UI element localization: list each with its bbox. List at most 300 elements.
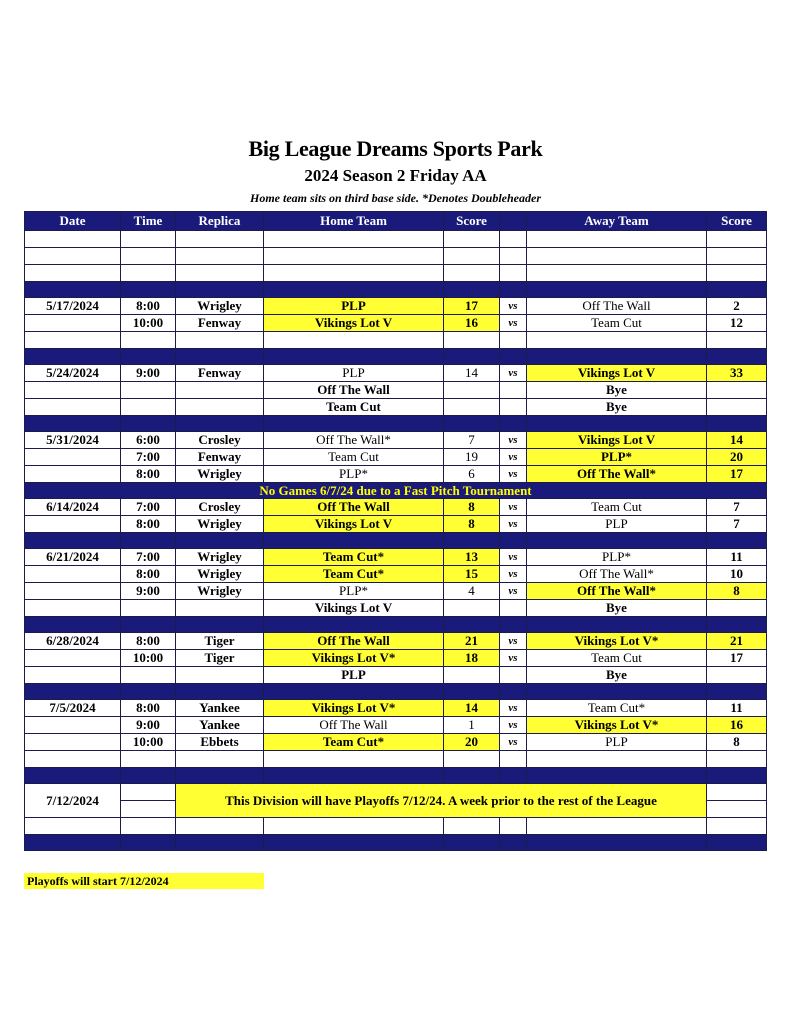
blank-cell xyxy=(25,751,121,768)
home-score xyxy=(444,600,500,617)
col-header-time: Time xyxy=(121,212,176,231)
home-team: Off The Wall xyxy=(264,382,444,399)
home-score: 20 xyxy=(444,734,500,751)
game-time: 9:00 xyxy=(121,365,176,382)
home-score: 1 xyxy=(444,717,500,734)
blank-cell xyxy=(707,332,767,349)
away-score: 10 xyxy=(707,566,767,583)
home-team: Off The Wall* xyxy=(264,432,444,449)
home-score: 15 xyxy=(444,566,500,583)
away-team: PLP* xyxy=(527,549,707,566)
vs-label: vs xyxy=(500,432,527,449)
blank-cell xyxy=(121,818,176,835)
home-team: Vikings Lot V* xyxy=(264,650,444,667)
home-score: 14 xyxy=(444,700,500,717)
col-header-vs xyxy=(500,212,527,231)
game-row xyxy=(25,700,767,717)
col-header-home-team: Home Team xyxy=(264,212,444,231)
blank-cell xyxy=(707,265,767,282)
game-row xyxy=(25,382,767,399)
away-team: Vikings Lot V* xyxy=(527,717,707,734)
vs-label: vs xyxy=(500,583,527,600)
game-date xyxy=(25,583,121,600)
blank-cell xyxy=(444,751,500,768)
separator-cell xyxy=(176,617,264,633)
blank-cell xyxy=(176,248,264,265)
blank-row xyxy=(25,751,767,768)
blank-cell xyxy=(25,265,121,282)
vs-label: vs xyxy=(500,298,527,315)
game-date xyxy=(25,466,121,483)
separator-cell xyxy=(527,282,707,298)
blank-cell xyxy=(121,332,176,349)
away-team: PLP* xyxy=(527,449,707,466)
blank-cell xyxy=(121,248,176,265)
away-team: Bye xyxy=(527,399,707,416)
home-team: PLP xyxy=(264,667,444,684)
game-time: 8:00 xyxy=(121,700,176,717)
blank-cell xyxy=(264,751,444,768)
separator-cell xyxy=(527,684,707,700)
separator-cell xyxy=(264,349,444,365)
vs-label: vs xyxy=(500,365,527,382)
notice-row xyxy=(25,483,767,499)
game-time: 7:00 xyxy=(121,499,176,516)
separator-cell xyxy=(121,349,176,365)
game-date: 5/24/2024 xyxy=(25,365,121,382)
separator-cell xyxy=(500,349,527,365)
game-replica xyxy=(176,600,264,617)
separator-cell xyxy=(527,533,707,549)
blank-cell xyxy=(121,265,176,282)
blank-cell xyxy=(500,231,527,248)
blank-cell xyxy=(500,751,527,768)
game-date: 5/17/2024 xyxy=(25,298,121,315)
blank-row xyxy=(25,231,767,248)
vs-label xyxy=(500,382,527,399)
away-score xyxy=(707,382,767,399)
blank-row xyxy=(25,248,767,265)
game-row xyxy=(25,466,767,483)
game-replica: Wrigley xyxy=(176,516,264,533)
playoffs-row xyxy=(25,784,767,801)
away-score xyxy=(707,600,767,617)
week-separator xyxy=(25,533,767,549)
blank-cell xyxy=(264,818,444,835)
game-date xyxy=(25,315,121,332)
game-time: 10:00 xyxy=(121,315,176,332)
blank-cell xyxy=(25,248,121,265)
home-score: 6 xyxy=(444,466,500,483)
vs-label: vs xyxy=(500,717,527,734)
week-separator xyxy=(25,835,767,851)
away-score: 7 xyxy=(707,516,767,533)
home-team: Team Cut xyxy=(264,399,444,416)
separator-cell xyxy=(707,533,767,549)
week-separator xyxy=(25,416,767,432)
away-team: Off The Wall* xyxy=(527,583,707,600)
blank-cell xyxy=(176,751,264,768)
blank-row xyxy=(25,265,767,282)
away-team: Bye xyxy=(527,600,707,617)
game-time xyxy=(121,382,176,399)
page-title: Big League Dreams Sports Park xyxy=(248,136,543,161)
home-team: Off The Wall xyxy=(264,717,444,734)
away-score: 11 xyxy=(707,700,767,717)
game-row xyxy=(25,717,767,734)
blank-cell xyxy=(527,248,707,265)
home-score xyxy=(444,399,500,416)
away-score: 8 xyxy=(707,734,767,751)
blank-cell xyxy=(121,751,176,768)
away-score: 2 xyxy=(707,298,767,315)
away-team: Off The Wall xyxy=(527,298,707,315)
header-row xyxy=(25,212,767,231)
blank-cell xyxy=(707,784,767,801)
game-replica xyxy=(176,382,264,399)
blank-cell xyxy=(707,818,767,835)
game-replica: Yankee xyxy=(176,700,264,717)
vs-label: vs xyxy=(500,700,527,717)
game-time: 8:00 xyxy=(121,566,176,583)
game-date xyxy=(25,449,121,466)
away-team: Team Cut xyxy=(527,499,707,516)
home-score: 8 xyxy=(444,499,500,516)
col-header-away-score: Score xyxy=(707,212,767,231)
playoffs-date: 7/12/2024 xyxy=(25,784,121,818)
separator-cell xyxy=(264,684,444,700)
col-header-home-score: Score xyxy=(444,212,500,231)
separator-cell xyxy=(25,617,121,633)
blank-row xyxy=(25,332,767,349)
separator-cell xyxy=(707,349,767,365)
separator-cell xyxy=(707,416,767,432)
col-header-date: Date xyxy=(25,212,121,231)
page-subtitle: 2024 Season 2 Friday AA xyxy=(304,166,487,185)
away-team: Vikings Lot V xyxy=(527,365,707,382)
home-score: 16 xyxy=(444,315,500,332)
vs-label: vs xyxy=(500,734,527,751)
game-date: 6/21/2024 xyxy=(25,549,121,566)
away-score: 17 xyxy=(707,466,767,483)
game-replica: Wrigley xyxy=(176,466,264,483)
game-time xyxy=(121,399,176,416)
vs-label: vs xyxy=(500,449,527,466)
game-row xyxy=(25,399,767,416)
separator-cell xyxy=(176,282,264,298)
week-separator xyxy=(25,617,767,633)
game-replica xyxy=(176,667,264,684)
game-date: 7/5/2024 xyxy=(25,700,121,717)
away-score: 33 xyxy=(707,365,767,382)
game-date xyxy=(25,382,121,399)
separator-cell xyxy=(444,349,500,365)
blank-cell xyxy=(500,332,527,349)
away-team: Off The Wall* xyxy=(527,566,707,583)
home-team: Team Cut* xyxy=(264,566,444,583)
game-time: 8:00 xyxy=(121,516,176,533)
home-team: Off The Wall xyxy=(264,499,444,516)
game-row xyxy=(25,667,767,684)
separator-cell xyxy=(707,617,767,633)
game-replica: Wrigley xyxy=(176,298,264,315)
week-separator xyxy=(25,768,767,784)
home-team: PLP xyxy=(264,365,444,382)
game-date xyxy=(25,399,121,416)
game-replica: Tiger xyxy=(176,633,264,650)
game-time: 7:00 xyxy=(121,449,176,466)
home-team: Team Cut xyxy=(264,449,444,466)
home-team: PLP xyxy=(264,298,444,315)
game-row xyxy=(25,549,767,566)
home-score xyxy=(444,382,500,399)
game-date: 6/14/2024 xyxy=(25,499,121,516)
separator-cell xyxy=(500,533,527,549)
playoffs-message: This Division will have Playoffs 7/12/24. A week prior to the rest of the League xyxy=(176,784,707,818)
blank-cell xyxy=(264,248,444,265)
home-score: 4 xyxy=(444,583,500,600)
vs-label: vs xyxy=(500,499,527,516)
separator-cell xyxy=(264,416,444,432)
vs-label: vs xyxy=(500,633,527,650)
separator-cell xyxy=(121,684,176,700)
separator-cell xyxy=(444,684,500,700)
away-team: Bye xyxy=(527,382,707,399)
separator-cell xyxy=(264,617,444,633)
game-row xyxy=(25,449,767,466)
home-team: Team Cut* xyxy=(264,549,444,566)
away-score: 14 xyxy=(707,432,767,449)
blank-cell xyxy=(527,332,707,349)
away-score: 7 xyxy=(707,499,767,516)
blank-cell xyxy=(444,818,500,835)
separator-cell xyxy=(444,416,500,432)
separator-cell xyxy=(25,416,121,432)
blank-cell xyxy=(264,231,444,248)
home-team: Vikings Lot V xyxy=(264,516,444,533)
game-row xyxy=(25,432,767,449)
separator-cell xyxy=(25,835,121,851)
home-score: 19 xyxy=(444,449,500,466)
game-row xyxy=(25,566,767,583)
blank-cell xyxy=(121,784,176,801)
game-time: 7:00 xyxy=(121,549,176,566)
game-time xyxy=(121,600,176,617)
away-score: 16 xyxy=(707,717,767,734)
away-score xyxy=(707,667,767,684)
away-score: 12 xyxy=(707,315,767,332)
home-score: 7 xyxy=(444,432,500,449)
game-row xyxy=(25,650,767,667)
home-score xyxy=(444,667,500,684)
separator-cell xyxy=(500,416,527,432)
separator-cell xyxy=(707,768,767,784)
separator-cell xyxy=(121,835,176,851)
col-header-replica: Replica xyxy=(176,212,264,231)
game-replica: Crosley xyxy=(176,499,264,516)
away-team: PLP xyxy=(527,516,707,533)
game-time: 8:00 xyxy=(121,298,176,315)
game-replica: Wrigley xyxy=(176,549,264,566)
blank-cell xyxy=(707,231,767,248)
blank-cell xyxy=(444,332,500,349)
game-date xyxy=(25,667,121,684)
game-time: 8:00 xyxy=(121,633,176,650)
vs-label: vs xyxy=(500,466,527,483)
blank-cell xyxy=(176,265,264,282)
blank-cell xyxy=(500,818,527,835)
separator-cell xyxy=(707,282,767,298)
game-replica: Wrigley xyxy=(176,583,264,600)
separator-cell xyxy=(176,416,264,432)
away-team: Team Cut* xyxy=(527,700,707,717)
blank-cell xyxy=(500,265,527,282)
home-team: Vikings Lot V xyxy=(264,315,444,332)
away-team: Team Cut xyxy=(527,315,707,332)
separator-cell xyxy=(707,684,767,700)
away-score: 21 xyxy=(707,633,767,650)
separator-cell xyxy=(527,349,707,365)
separator-cell xyxy=(264,533,444,549)
blank-cell xyxy=(444,265,500,282)
game-replica: Fenway xyxy=(176,449,264,466)
game-time: 10:00 xyxy=(121,734,176,751)
game-replica: Crosley xyxy=(176,432,264,449)
game-date xyxy=(25,566,121,583)
game-date xyxy=(25,516,121,533)
game-date xyxy=(25,717,121,734)
game-row xyxy=(25,365,767,382)
game-row xyxy=(25,516,767,533)
separator-cell xyxy=(25,684,121,700)
week-separator xyxy=(25,684,767,700)
game-replica: Fenway xyxy=(176,315,264,332)
blank-cell xyxy=(707,751,767,768)
col-header-away-team: Away Team xyxy=(527,212,707,231)
blank-cell xyxy=(444,231,500,248)
game-time: 9:00 xyxy=(121,583,176,600)
game-row xyxy=(25,499,767,516)
separator-cell xyxy=(444,835,500,851)
away-team: Bye xyxy=(527,667,707,684)
blank-cell xyxy=(25,231,121,248)
vs-label: vs xyxy=(500,315,527,332)
separator-cell xyxy=(707,835,767,851)
blank-cell xyxy=(527,265,707,282)
away-score: 8 xyxy=(707,583,767,600)
game-time: 9:00 xyxy=(121,717,176,734)
game-date: 5/31/2024 xyxy=(25,432,121,449)
blank-cell xyxy=(121,231,176,248)
away-team: Team Cut xyxy=(527,650,707,667)
away-team: Vikings Lot V xyxy=(527,432,707,449)
separator-cell xyxy=(176,349,264,365)
separator-cell xyxy=(527,617,707,633)
game-row xyxy=(25,315,767,332)
vs-label: vs xyxy=(500,516,527,533)
home-team: Off The Wall xyxy=(264,633,444,650)
separator-cell xyxy=(500,617,527,633)
schedule-table xyxy=(24,211,767,851)
away-team: Off The Wall* xyxy=(527,466,707,483)
game-replica: Fenway xyxy=(176,365,264,382)
home-score: 14 xyxy=(444,365,500,382)
home-team: Vikings Lot V xyxy=(264,600,444,617)
separator-cell xyxy=(527,835,707,851)
game-date: 6/28/2024 xyxy=(25,633,121,650)
separator-cell xyxy=(121,282,176,298)
home-team: PLP* xyxy=(264,583,444,600)
game-replica: Wrigley xyxy=(176,566,264,583)
game-row xyxy=(25,600,767,617)
separator-cell xyxy=(25,533,121,549)
home-score: 21 xyxy=(444,633,500,650)
home-score: 13 xyxy=(444,549,500,566)
game-row xyxy=(25,633,767,650)
separator-cell xyxy=(264,282,444,298)
away-score xyxy=(707,399,767,416)
vs-label: vs xyxy=(500,566,527,583)
game-date xyxy=(25,734,121,751)
vs-label xyxy=(500,600,527,617)
home-score: 18 xyxy=(444,650,500,667)
away-team: PLP xyxy=(527,734,707,751)
blank-cell xyxy=(176,332,264,349)
game-date xyxy=(25,600,121,617)
away-team: Vikings Lot V* xyxy=(527,633,707,650)
separator-cell xyxy=(25,349,121,365)
separator-cell xyxy=(264,768,444,784)
home-score: 8 xyxy=(444,516,500,533)
blank-cell xyxy=(444,248,500,265)
no-games-notice: No Games 6/7/24 due to a Fast Pitch Tournament xyxy=(25,483,767,499)
separator-cell xyxy=(176,684,264,700)
blank-cell xyxy=(25,818,121,835)
blank-cell xyxy=(121,801,176,818)
blank-cell xyxy=(264,332,444,349)
away-score: 11 xyxy=(707,549,767,566)
separator-cell xyxy=(25,282,121,298)
separator-cell xyxy=(444,533,500,549)
separator-cell xyxy=(500,835,527,851)
blank-cell xyxy=(527,818,707,835)
separator-cell xyxy=(264,835,444,851)
week-separator xyxy=(25,282,767,298)
blank-cell xyxy=(500,248,527,265)
vs-label: vs xyxy=(500,549,527,566)
separator-cell xyxy=(121,416,176,432)
separator-cell xyxy=(121,617,176,633)
home-team: Team Cut* xyxy=(264,734,444,751)
week-separator xyxy=(25,349,767,365)
separator-cell xyxy=(121,533,176,549)
page-note: Home team sits on third base side. *Denotes Doubleheader xyxy=(250,191,541,205)
home-team: PLP* xyxy=(264,466,444,483)
vs-label: vs xyxy=(500,650,527,667)
blank-cell xyxy=(176,231,264,248)
game-replica: Ebbets xyxy=(176,734,264,751)
game-time: 6:00 xyxy=(121,432,176,449)
vs-label xyxy=(500,667,527,684)
separator-cell xyxy=(527,768,707,784)
separator-cell xyxy=(527,416,707,432)
separator-cell xyxy=(176,835,264,851)
game-time: 8:00 xyxy=(121,466,176,483)
game-date xyxy=(25,650,121,667)
separator-cell xyxy=(25,768,121,784)
home-score: 17 xyxy=(444,298,500,315)
game-row xyxy=(25,734,767,751)
